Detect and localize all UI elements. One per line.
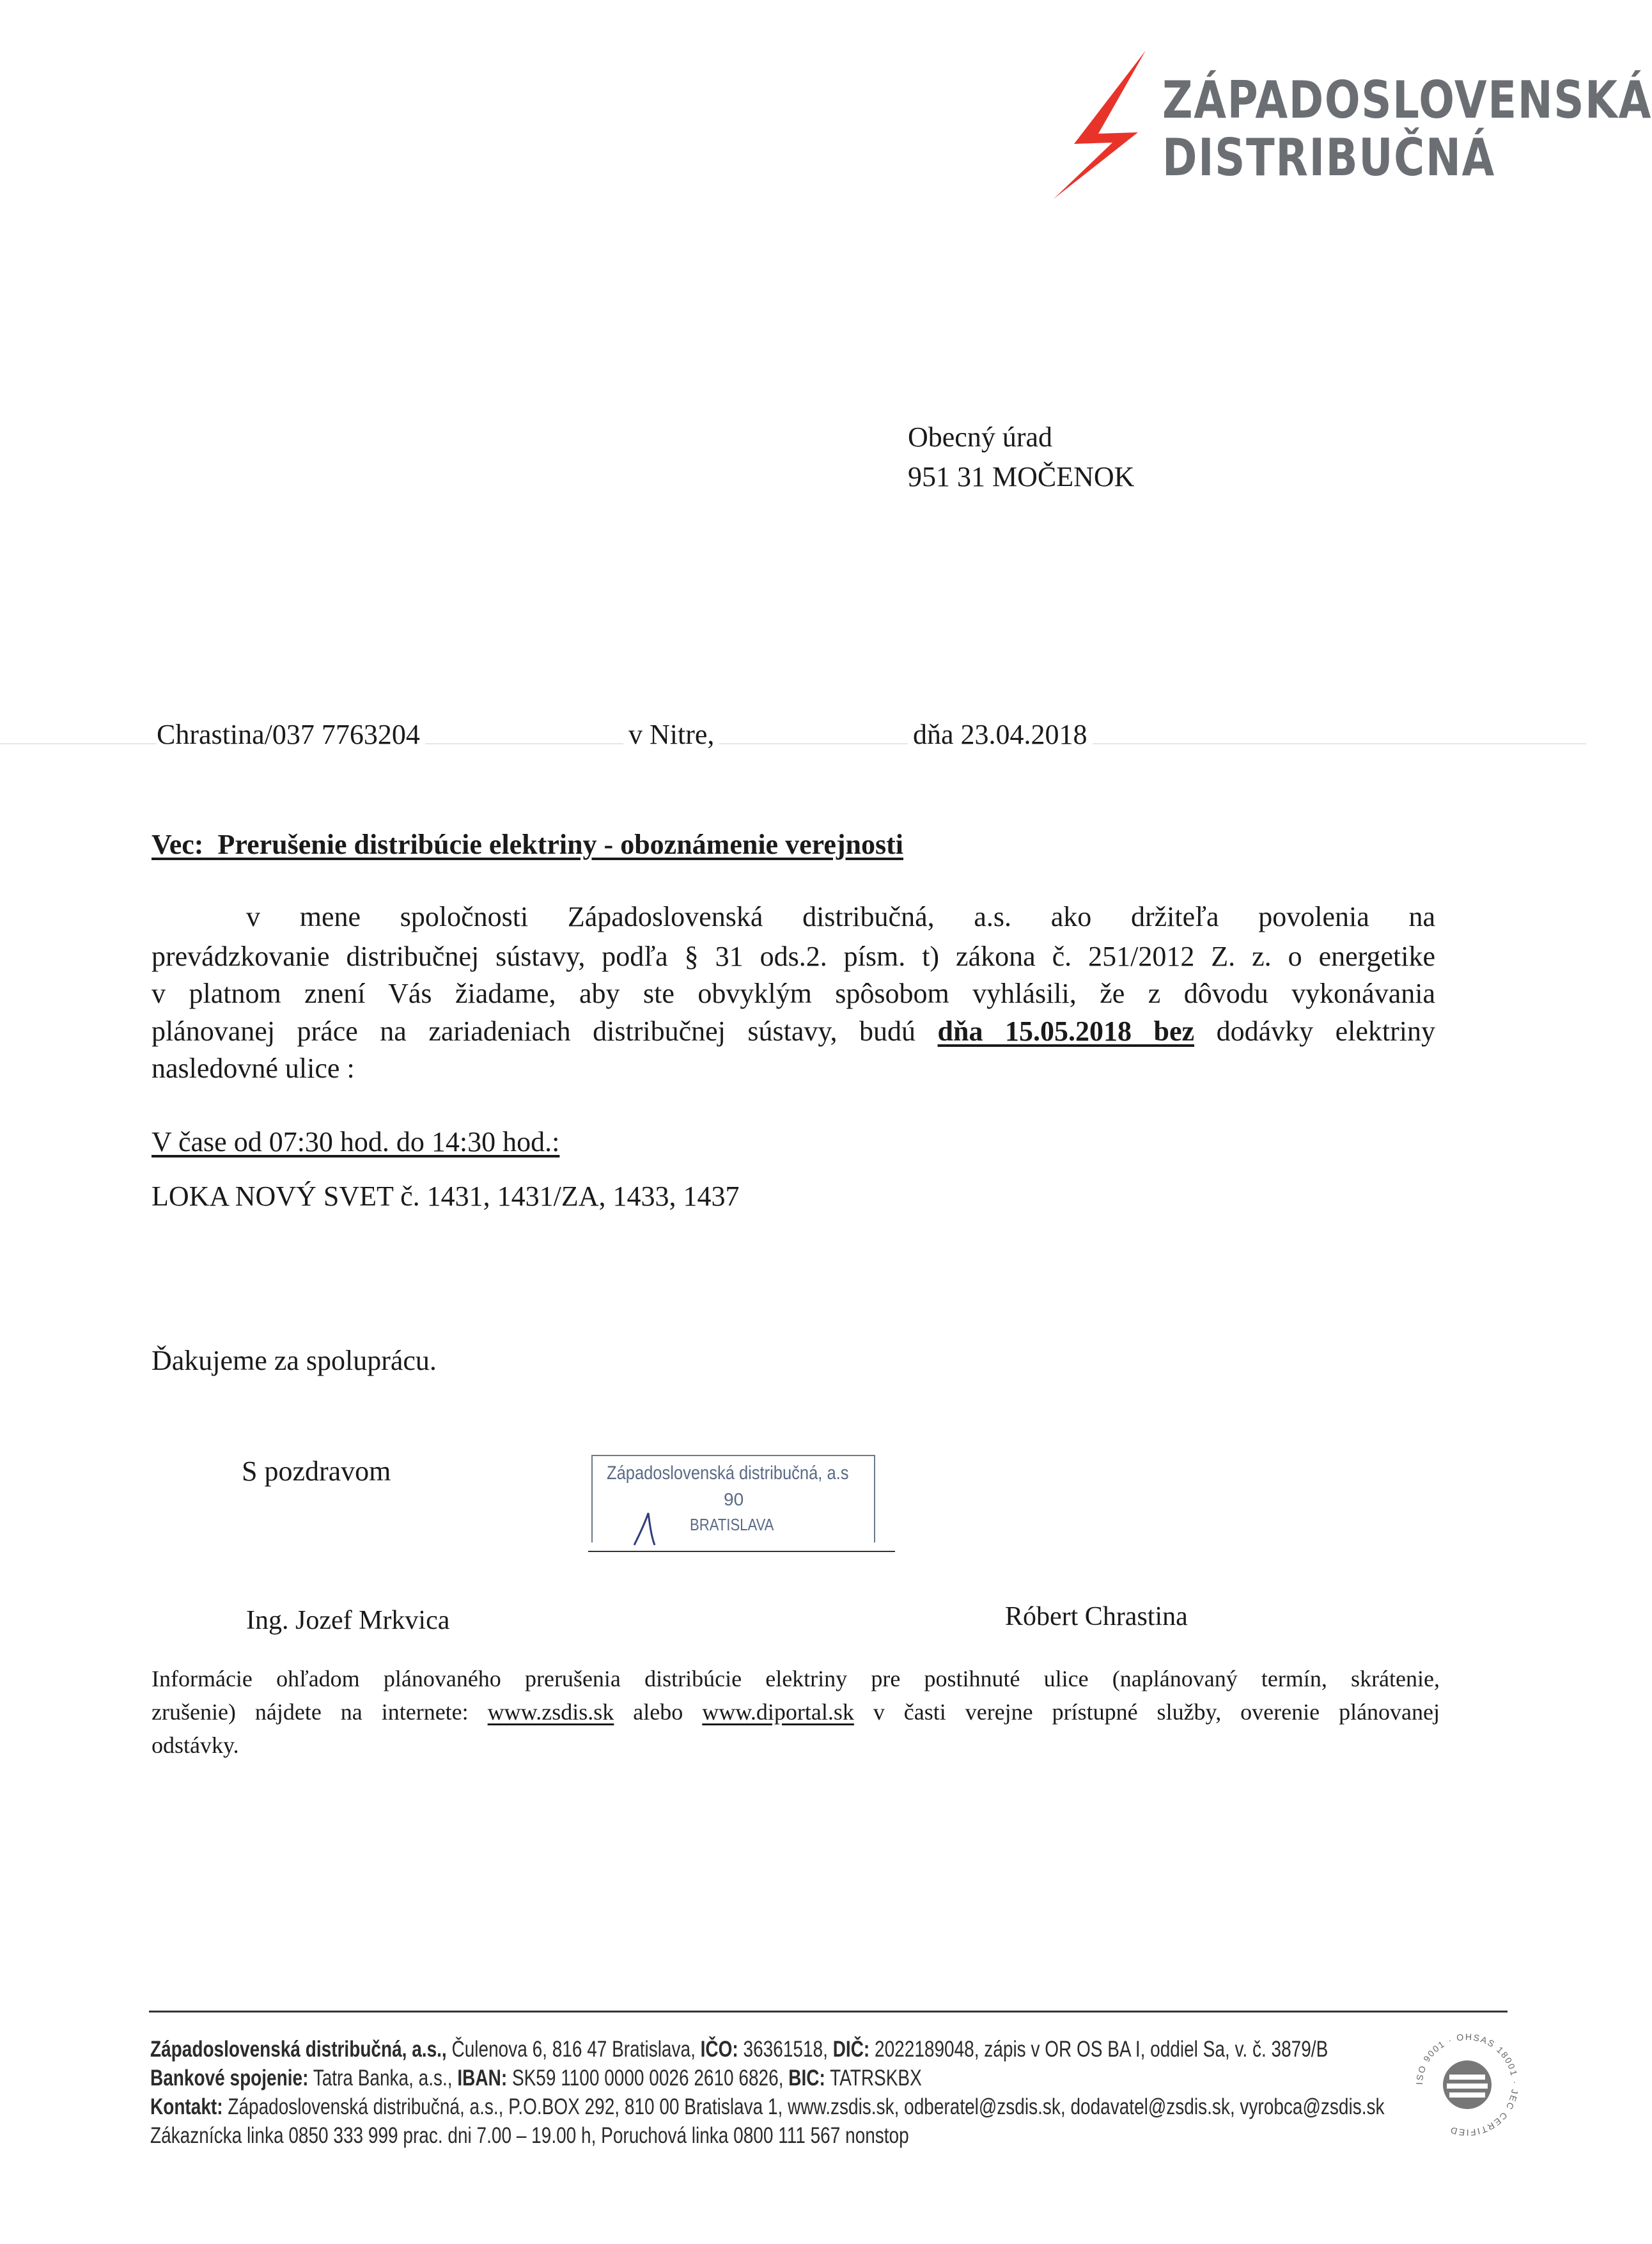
thanks-text: Ďakujeme za spoluprácu. <box>152 1345 437 1376</box>
body-line4 <box>152 1012 1435 1051</box>
subject-prefix: Vec: <box>152 829 204 860</box>
footer-bic-value: TATRSKBX <box>830 2066 922 2091</box>
cert-text: ISO 9001 · OHSAS 18001 · JEC CERTIFIED <box>1414 2031 1521 2138</box>
body-line1: v mene spoločnosti Západoslovenská distribučná, a.s. ako držiteľa povolenia na <box>246 901 1435 932</box>
footer-iban-label: IBAN: <box>457 2066 508 2091</box>
regards-text: S pozdravom <box>242 1455 391 1487</box>
bolt-logo-icon <box>1048 48 1151 201</box>
footer-dic-label: DIČ: <box>832 2037 870 2062</box>
stamp-line3: BRATISLAVA <box>690 1515 774 1534</box>
reference-date: dňa 23.04.2018 <box>908 715 1093 755</box>
footer-iban-value: SK59 1100 0000 0026 2610 6826, <box>511 2066 784 2091</box>
footer-bank-line <box>150 2065 922 2092</box>
body-line3: v platnom znení Vás žiadame, aby ste obvyklým spôsobom vyhlásili, že z dôvodu vykonávania <box>152 978 1435 1009</box>
footer-company-line <box>150 2036 1328 2063</box>
footer-ico-label: IČO: <box>700 2037 738 2062</box>
subject-text: Prerušenie distribúcie elektriny - oboznámenie verejnosti <box>217 829 903 860</box>
footer-bank-value: Tatra Banka, a.s., <box>313 2066 453 2091</box>
footer-contact-line <box>150 2094 1384 2121</box>
signature-line <box>588 1551 895 1552</box>
reference-contact: Chrastina/037 7763204 <box>157 715 425 755</box>
diportal-link[interactable]: www.diportal.sk <box>702 1699 854 1725</box>
body-line2: prevádzkovanie distribučnej sústavy, podľa § 31 ods.2. písm. t) zákona č. 251/2012 Z. z. o energetike <box>152 941 1435 972</box>
info-line3: odstávky. <box>152 1732 239 1758</box>
schedule-streets: LOKA NOVÝ SVET č. 1431, 1431/ZA, 1433, 1437 <box>152 1181 740 1212</box>
zsdis-link[interactable]: www.zsdis.sk <box>487 1699 614 1725</box>
signature-mark-icon <box>627 1509 665 1548</box>
footer-hotline: Zákaznícka linka 0850 333 999 prac. dni 7.00 – 19.00 h, Poruchová linka 0800 111 567 nonstop <box>150 2123 909 2148</box>
subject-line <box>152 825 903 865</box>
info-line2-mid: alebo <box>633 1699 683 1725</box>
footer-contact-label: Kontakt: <box>150 2094 223 2119</box>
footer-divider <box>149 2011 1508 2013</box>
signer-2: Róbert Chrastina <box>1005 1602 1188 1631</box>
body-line4-post: dodávky elektriny <box>1216 1016 1435 1047</box>
info-line1: Informácie ohľadom plánovaného prerušenia distribúcie elektriny pre postihnuté ulice (naplánovaný termín, skrátenie, <box>152 1666 1440 1691</box>
stamp-line2: 90 <box>724 1489 744 1509</box>
reference-place: v Nitre, <box>623 715 719 755</box>
footer-bank-label: Bankové spojenie: <box>150 2066 309 2091</box>
stamp-line1: Západoslovenská distribučná, a.s <box>607 1463 849 1484</box>
footer-bic-label: BIC: <box>788 2066 825 2091</box>
footer-ico-value: 36361518, <box>743 2037 828 2062</box>
info-line2-pre: zrušenie) nájdete na internete: <box>152 1699 469 1725</box>
body-line4-pre: plánovanej práce na zariadeniach distribučnej sústavy, budú <box>152 1016 916 1047</box>
schedule-time: V čase od 07:30 hod. do 14:30 hod.: <box>152 1126 560 1157</box>
footer-company-label: Západoslovenská distribučná, a.s., <box>150 2037 447 2062</box>
signer-1: Ing. Jozef Mrkvica <box>246 1606 450 1635</box>
footer-company-address: Čulenova 6, 816 47 Bratislava, <box>451 2037 696 2062</box>
footer-contact-value: Západoslovenská distribučná, a.s., P.O.BOX 292, 810 00 Bratislava 1, www.zsdis.sk, odberatel@zsdis.sk, dodavatel@zsdis.sk, vyrobca@zsdis.sk <box>228 2094 1385 2119</box>
footer-dic-value: 2022189048, zápis v OR OS BA I, oddiel Sa, v. č. 3879/B <box>875 2037 1329 2062</box>
logo-text-line2: DISTRIBUČNÁ <box>1162 128 1495 187</box>
certification-badge-icon <box>1410 2027 1525 2142</box>
recipient-line1: Obecný úrad <box>908 421 1053 453</box>
info-line2-post: v časti verejne prístupné služby, overenie plánovanej <box>873 1699 1440 1725</box>
outage-date: dňa 15.05.2018 bez <box>937 1016 1195 1047</box>
logo-text-line1: ZÁPADOSLOVENSKÁ <box>1162 70 1652 130</box>
body-line5: nasledovné ulice : <box>152 1053 355 1084</box>
recipient-line2: 951 31 MOČENOK <box>908 461 1135 492</box>
info-line2 <box>152 1696 1440 1728</box>
